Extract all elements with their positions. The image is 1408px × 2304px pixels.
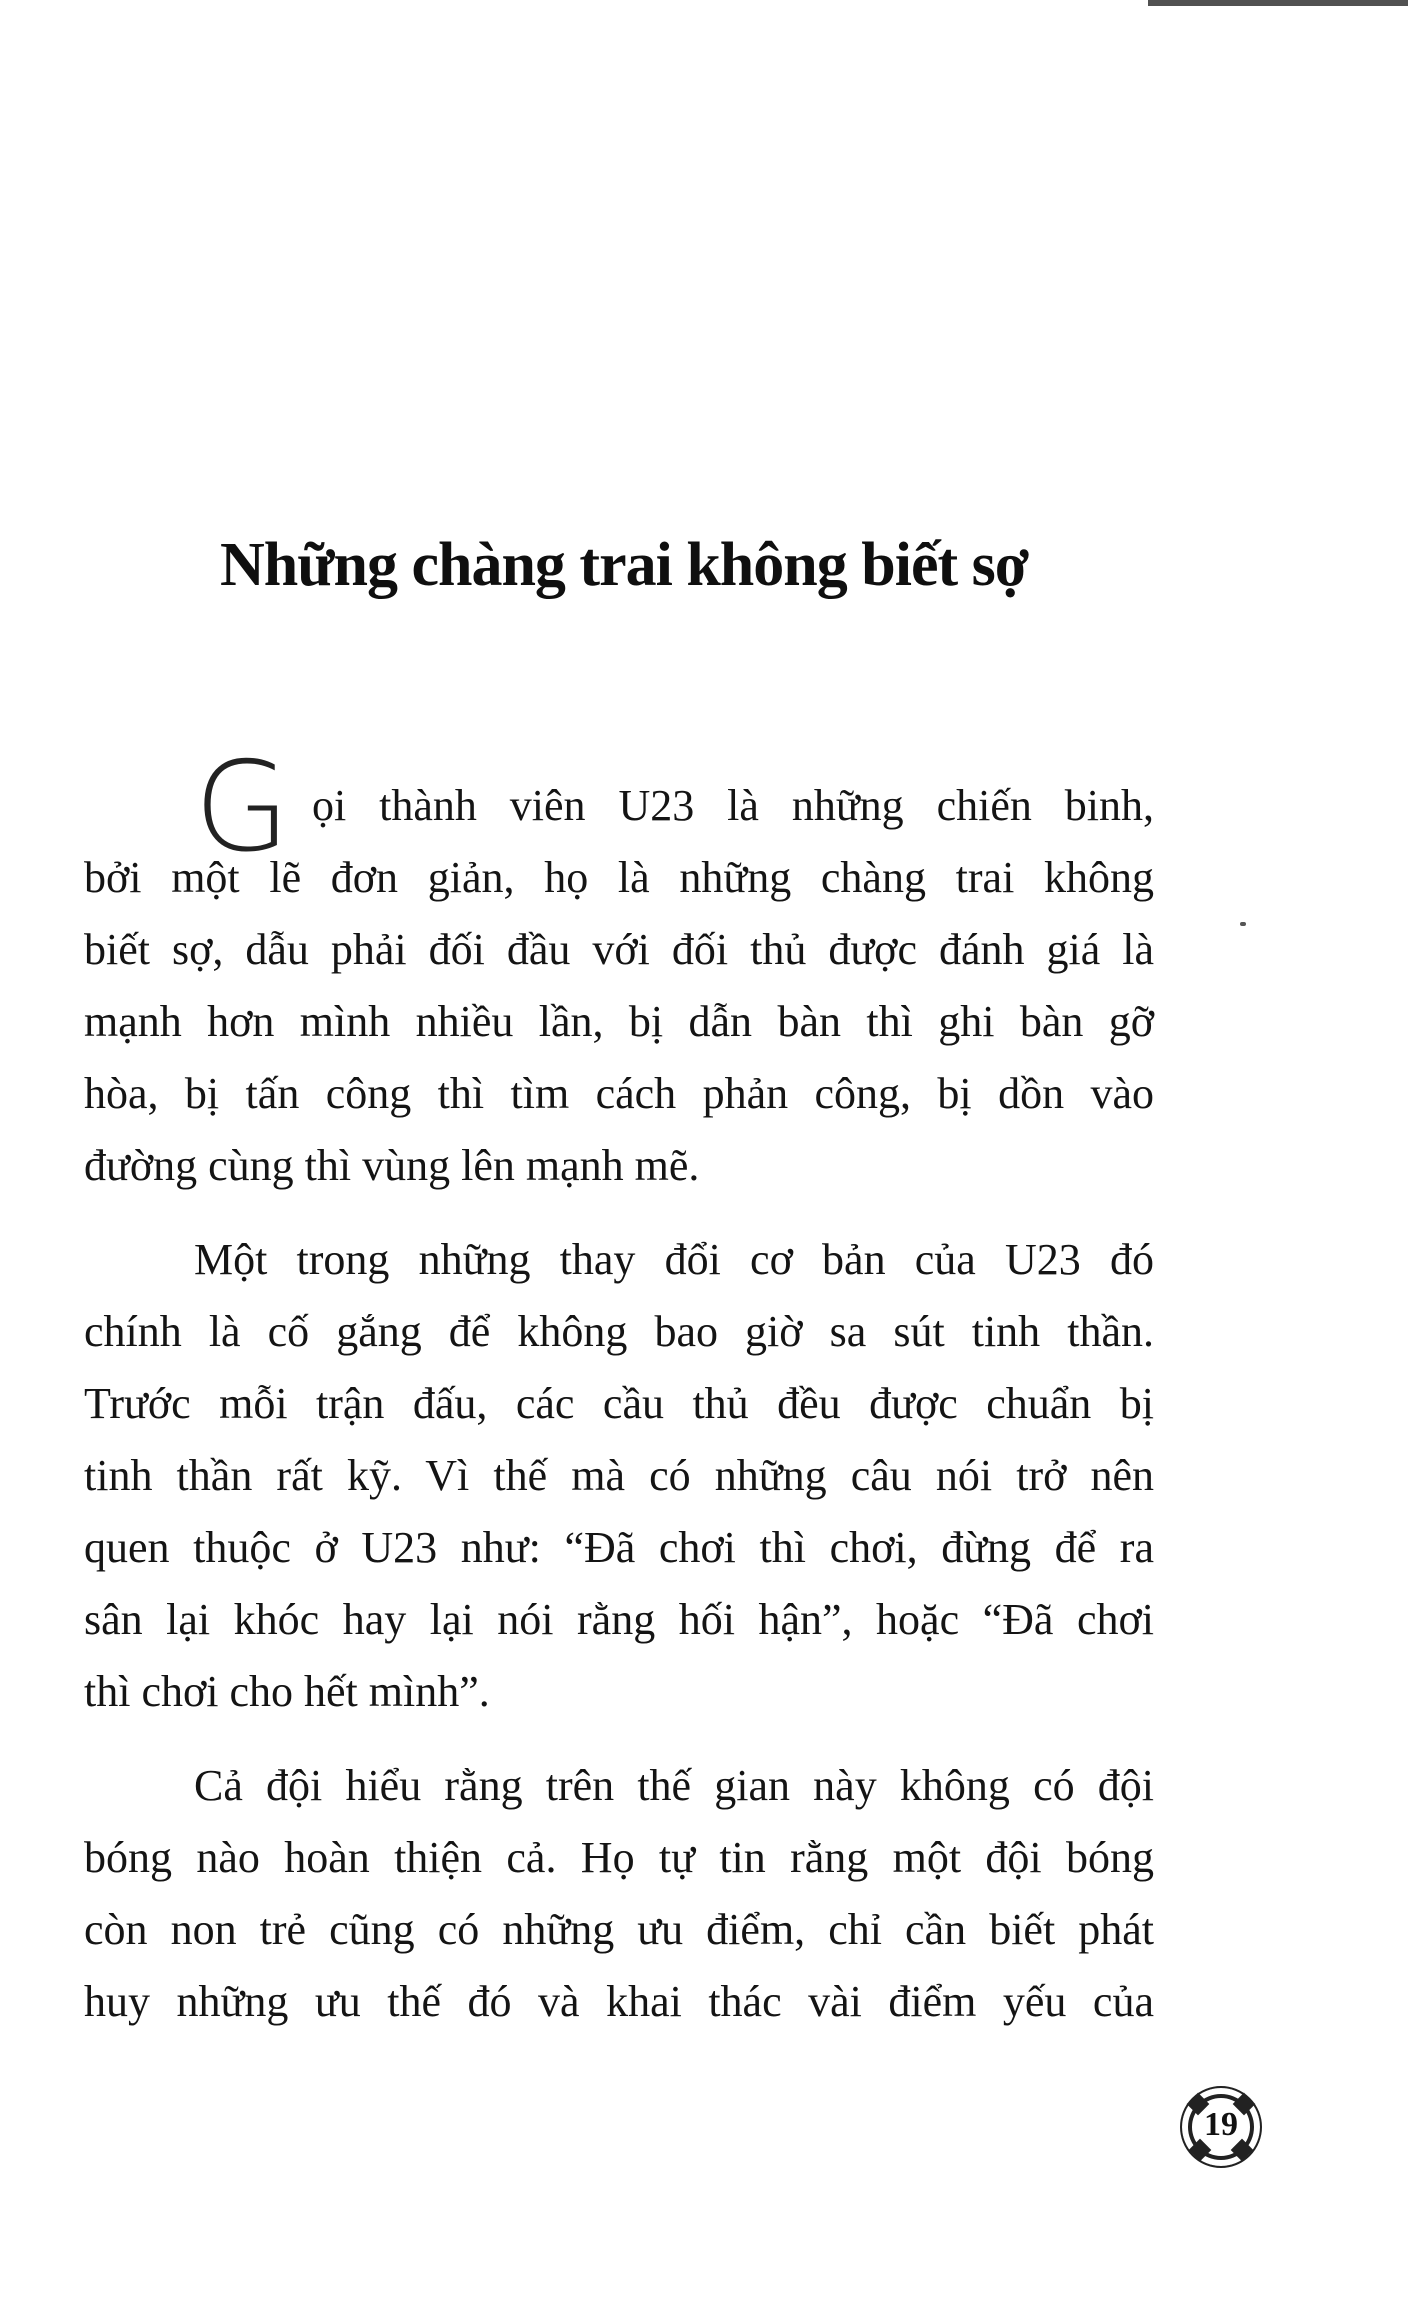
chapter-title: Những chàng trai không biết sợ bbox=[220, 531, 1029, 599]
text-line: Cả đội hiểu rằng trên thế gian này không có đội bbox=[194, 1761, 1154, 1810]
text-line: biết sợ, dẫu phải đối đầu với đối thủ được đánh giá là bbox=[84, 925, 1154, 974]
text-line: còn non trẻ cũng có những ưu điểm, chỉ cần biết phát bbox=[84, 1905, 1154, 1954]
drop-cap: G bbox=[194, 736, 291, 880]
paragraph-2 bbox=[84, 1224, 1154, 1728]
text-line: Trước mỗi trận đấu, các cầu thủ đều được chuẩn bị bbox=[84, 1379, 1154, 1428]
text-line: tinh thần rất kỹ. Vì thế mà có những câu nói trở nên bbox=[84, 1451, 1154, 1500]
text-line: bởi một lẽ đơn giản, họ là những chàng trai không bbox=[84, 853, 1154, 902]
text-line: mạnh hơn mình nhiều lần, bị dẫn bàn thì ghi bàn gỡ bbox=[84, 997, 1154, 1046]
text-line: Một trong những thay đổi cơ bản của U23 đó bbox=[194, 1235, 1154, 1284]
text-line: ọi thành viên U23 là những chiến binh, bbox=[312, 781, 1154, 830]
paragraph-spacer bbox=[84, 1202, 1154, 1224]
text-line: chính là cố gắng để không bao giờ sa sút tinh thần. bbox=[84, 1307, 1154, 1356]
text-line: đường cùng thì vùng lên mạnh mẽ. bbox=[84, 1141, 700, 1190]
paragraph-1 bbox=[84, 736, 1154, 1202]
paragraph-3 bbox=[84, 1750, 1154, 2038]
scan-edge-rule bbox=[1148, 0, 1408, 6]
page-number: 19 bbox=[1204, 2106, 1238, 2143]
text-line: quen thuộc ở U23 như: “Đã chơi thì chơi, đừng để ra bbox=[84, 1523, 1154, 1572]
text-line: thì chơi cho hết mình”. bbox=[84, 1667, 490, 1716]
text-line: bóng nào hoàn thiện cả. Họ tự tin rằng một đội bóng bbox=[84, 1833, 1154, 1882]
body-text bbox=[84, 736, 1154, 2038]
text-line: sân lại khóc hay lại nói rằng hối hận”, hoặc “Đã chơi bbox=[84, 1595, 1154, 1644]
text-line: hòa, bị tấn công thì tìm cách phản công, bị dồn vào bbox=[84, 1069, 1154, 1118]
scan-speck bbox=[1240, 922, 1246, 926]
text-line: huy những ưu thế đó và khai thác vài điểm yếu của bbox=[84, 1977, 1154, 2026]
page-number-badge bbox=[1180, 2086, 1262, 2168]
paragraph-spacer bbox=[84, 1728, 1154, 1750]
